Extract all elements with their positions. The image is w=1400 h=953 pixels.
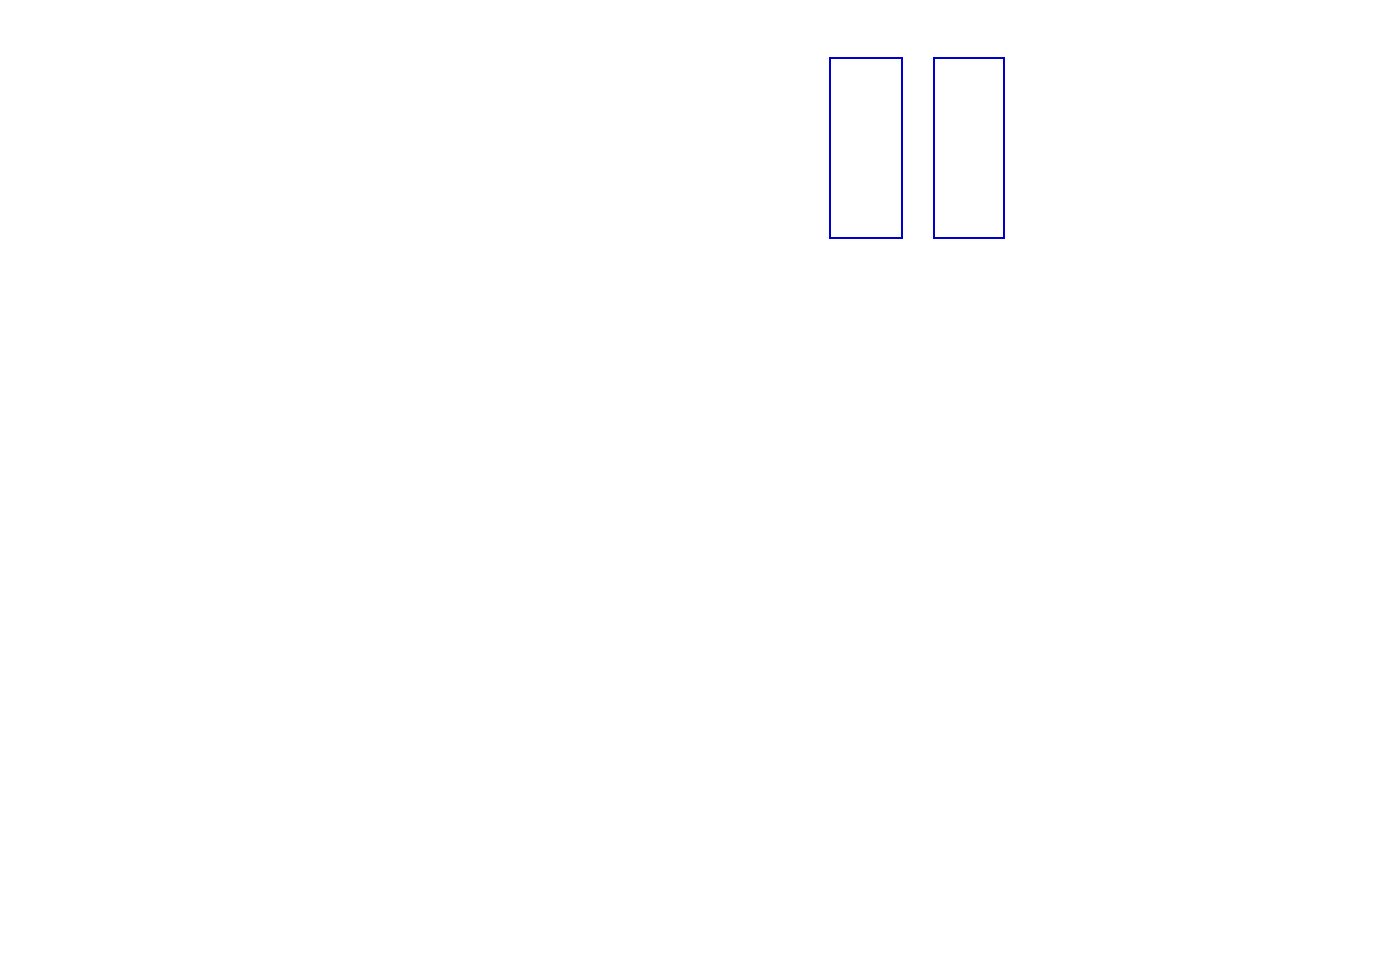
- fiber-positions-image: [38, 528, 225, 700]
- with-sky-image: [829, 57, 903, 239]
- clean-image: [933, 57, 1005, 239]
- hsc-z-image: [972, 528, 1159, 700]
- cutout-panel-hsc-g: [412, 508, 599, 733]
- cutout-panel-fiber-positions: [38, 508, 225, 733]
- cutout-panel-hsc-y: [1160, 508, 1347, 733]
- hsc-y-image: [1160, 528, 1347, 700]
- hsc-g-image: [412, 528, 599, 700]
- hsc-i-image: [785, 528, 972, 700]
- line-fit-plot: [1020, 45, 1360, 220]
- lineflux-map-image: [225, 528, 412, 700]
- timestamp-version: [1287, 5, 1336, 50]
- spec2d-montage: [443, 27, 843, 267]
- hsc-r-image: [600, 528, 787, 700]
- sky-panels: [820, 30, 1020, 245]
- cutout-panel-lineflux-map: [225, 508, 412, 733]
- cutout-panel-hsc-r: [600, 508, 787, 733]
- full-spectrum-plot: [60, 330, 1340, 456]
- cutout-panel-hsc-i: [785, 508, 972, 733]
- cutout-panel-hsc-z: [972, 508, 1159, 733]
